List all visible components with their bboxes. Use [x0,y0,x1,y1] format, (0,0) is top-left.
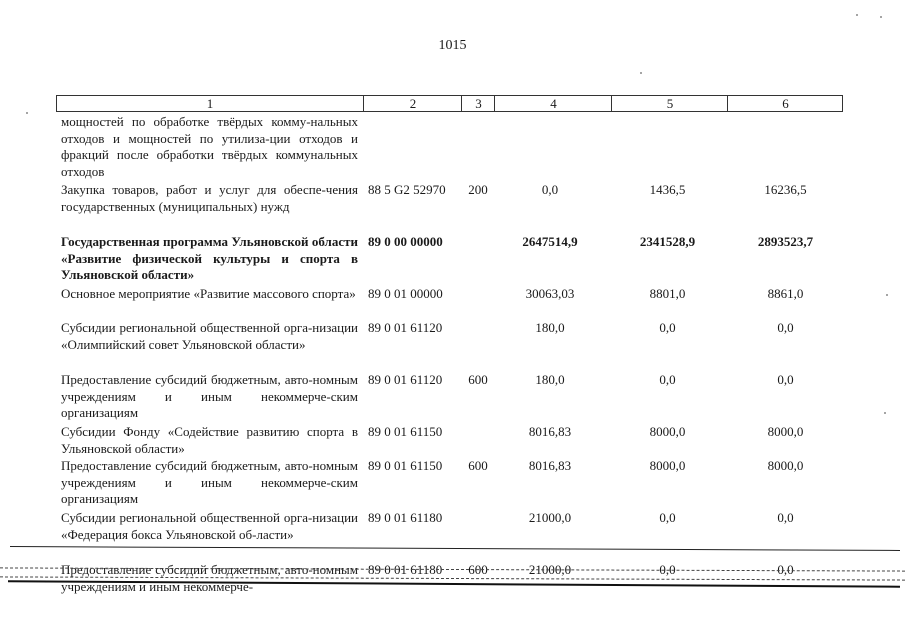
row-value-col4: 180,0 [535,372,565,387]
row-expense-type: 600 [468,372,488,387]
row-code: 89 0 00 00000 [368,234,443,249]
row-value-col6: 0,0 [777,562,794,577]
row-description: Основное мероприятие «Развитие массового спорта» [61,286,356,301]
table-header [56,95,843,112]
row-value-col6: 8000,0 [767,458,804,473]
scan-speck [886,294,888,296]
row-value-col4: 21000,0 [528,562,572,577]
column-header: 5 [611,96,728,111]
scan-speck [26,112,28,114]
row-description: Государственная программа Ульяновской области «Развитие физической культуры и спорта в Ульяновской области» [61,234,358,282]
column-header: 6 [727,96,843,111]
scan-speck [884,412,886,414]
row-value-col6: 0,0 [777,510,794,525]
column-header: 1 [206,96,214,111]
row-value-col4: 0,0 [541,182,559,197]
column-header: 4 [494,96,612,111]
column-header: 2 [363,96,462,111]
row-value-col6: 8000,0 [767,424,804,439]
row-code: 89 0 01 61180 [368,562,443,577]
row-description: Субсидии региональной общественной орга-низации «Олимпийский совет Ульяновской области» [61,320,358,352]
scan-speck [880,16,882,18]
row-value-col4: 8016,83 [528,458,572,473]
row-value-col6: 16236,5 [764,182,807,197]
row-value-col4: 21000,0 [528,510,572,525]
row-value-col5: 0,0 [659,510,676,525]
row-code: 89 0 01 61180 [368,510,443,525]
row-value-col5: 0,0 [659,320,676,335]
row-description: мощностей по обработке твёрдых комму-нальных отходов и мощностей по утилиза-ции отходов и фракций после обработки твёрдых коммунальных отходов [61,114,358,179]
row-expense-type: 200 [468,182,488,197]
row-expense-type: 600 [468,562,488,577]
row-code: 89 0 01 00000 [368,286,443,301]
row-description: Закупка товаров, работ и услуг для обеспе-чения государственных (муниципальных) нужд [61,182,358,214]
scan-speck [640,72,642,74]
row-value-col5: 0,0 [659,372,676,387]
scan-speck [856,14,858,16]
row-value-col5: 1436,5 [649,182,686,197]
row-value-col5: 8000,0 [649,424,686,439]
row-code: 89 0 01 61150 [368,458,443,473]
row-description: Предоставление субсидий бюджетным, авто-номным учреждениям и иным некоммерче- [61,562,358,594]
row-value-col4: 8016,83 [528,424,572,439]
row-value-col6: 0,0 [777,372,794,387]
row-code: 89 0 01 61120 [368,320,443,335]
row-value-col6: 2893523,7 [757,234,814,249]
row-value-col6: 8861,0 [767,286,804,301]
column-header: 3 [461,96,495,111]
row-code: 89 0 01 61150 [368,424,443,439]
scan-line [10,546,900,551]
row-value-col4: 2647514,9 [522,234,578,249]
row-expense-type: 600 [468,458,488,473]
row-value-col4: 180,0 [535,320,565,335]
row-value-col5: 8000,0 [649,458,686,473]
row-code: 88 5 G2 52970 [368,182,446,197]
row-description: Субсидии региональной общественной орга-низации «Федерация бокса Ульяновской об-ласти» [61,510,358,542]
row-value-col5: 0,0 [659,562,676,577]
row-description: Субсидии Фонду «Содействие развитию спорта в Ульяновской области» [61,424,358,456]
page-number: 1015 [438,38,467,53]
row-value-col6: 0,0 [777,320,794,335]
row-value-col5: 8801,0 [649,286,686,301]
row-value-col4: 30063,03 [525,286,575,301]
row-value-col5: 2341528,9 [639,234,696,249]
row-description: Предоставление субсидий бюджетным, авто-номным учреждениям и иным некоммерче-ским организациям [61,458,358,506]
row-code: 89 0 01 61120 [368,372,443,387]
row-description: Предоставление субсидий бюджетным, авто-номным учреждениям и иным некоммерче-ским организациям [61,372,358,420]
